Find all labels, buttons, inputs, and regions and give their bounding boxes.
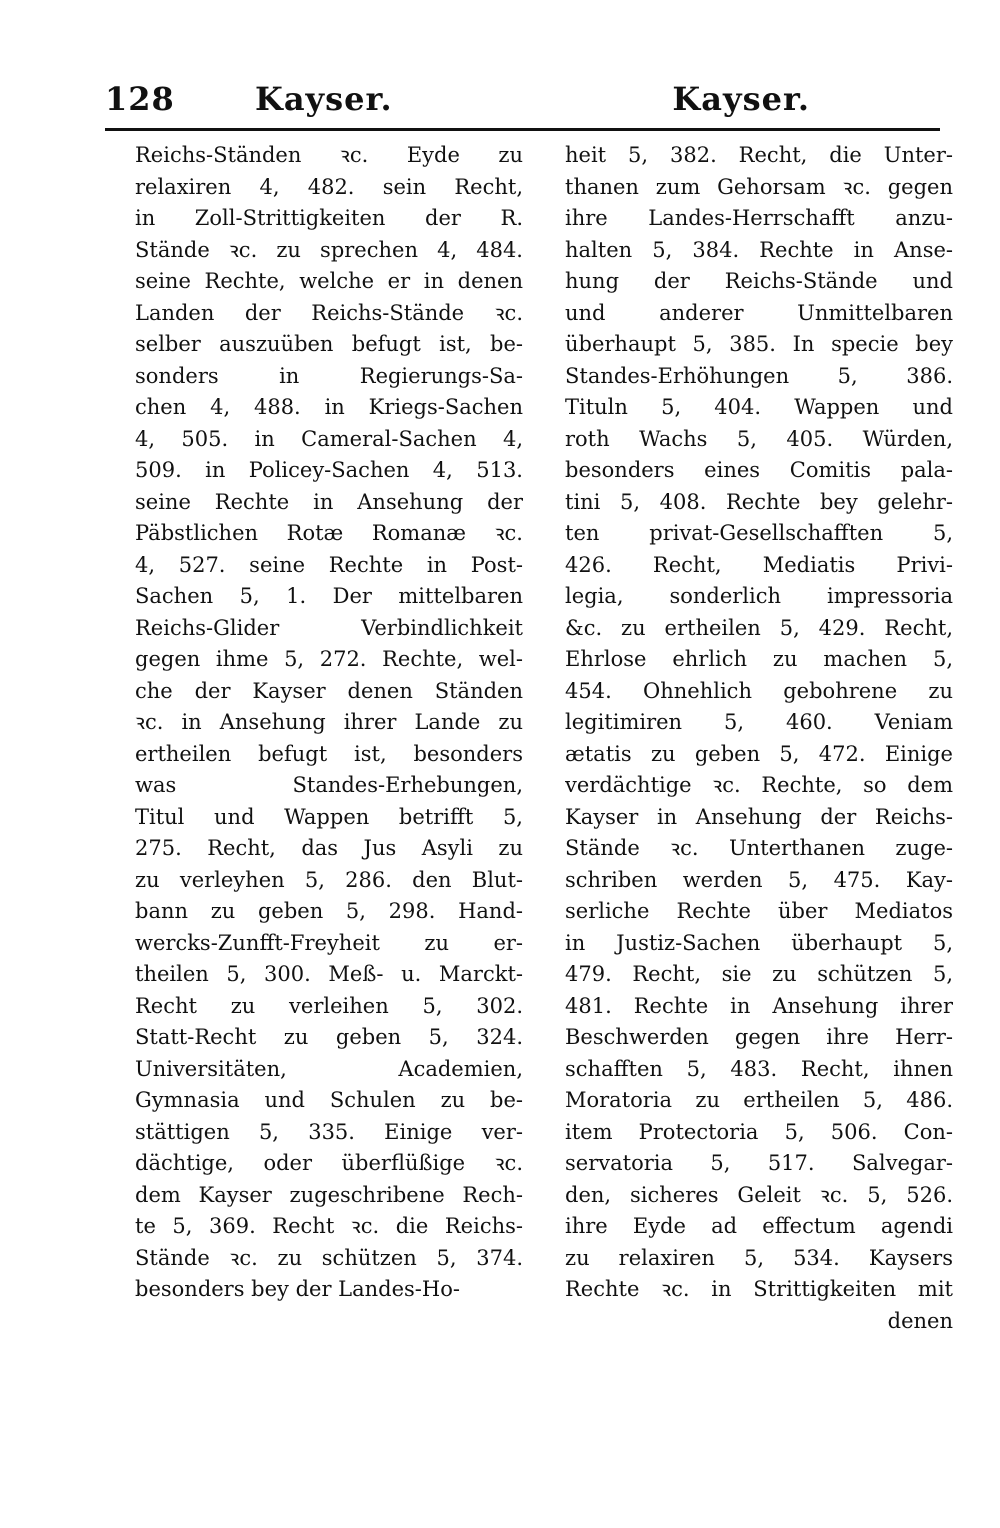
text-line: roth Wachs 5, 405. Würden,	[565, 426, 953, 451]
text-line: seine Rechte in Ansehung der	[135, 489, 523, 514]
text-line: besonders eines Comitis pala-	[565, 458, 953, 482]
running-head-left: Kayser.	[255, 80, 393, 118]
text-line: selber auszuüben befugt ist, be-	[135, 332, 523, 356]
text-line: Recht zu verleihen 5, 302.	[135, 993, 523, 1018]
text-line: Rechte ꝛc. in Strittigkeiten mit	[565, 1277, 953, 1301]
text-line: ertheilen befugt ist, besonders	[135, 741, 523, 766]
text-line: 4, 505. in Cameral-Sachen 4,	[135, 426, 523, 451]
text-line: Landen der Reichs-Stände ꝛc.	[135, 300, 523, 325]
text-line: 479. Recht, sie zu schützen 5,	[565, 962, 953, 986]
text-line: besonders bey der Landes-Ho-	[135, 1277, 460, 1301]
text-line: Stände ꝛc. Unterthanen zuge-	[565, 836, 953, 860]
text-line: Päbstlichen Rotæ Romanæ ꝛc.	[135, 521, 523, 545]
text-line: schafften 5, 483. Recht, ihnen	[565, 1056, 953, 1081]
text-line: und anderer Unmittelbaren	[565, 300, 953, 325]
text-line: 426. Recht, Mediatis Privi-	[565, 552, 953, 577]
header-rule	[105, 128, 940, 131]
text-line: legitimiren 5, 460. Veniam	[565, 710, 953, 734]
text-line: was Standes-Erhebungen,	[135, 773, 523, 797]
text-line: 481. Rechte in Ansehung ihrer	[565, 993, 953, 1018]
text-line: theilen 5, 300. Meß- u. Marckt-	[135, 962, 523, 986]
text-line: ten privat-Gesellschafften 5,	[565, 521, 953, 545]
text-line: ihre Landes-Herrschafft anzu-	[565, 206, 953, 230]
text-line: heit 5, 382. Recht, die Unter-	[565, 143, 953, 167]
text-line: ætatis zu geben 5, 472. Einige	[565, 741, 953, 766]
text-line: seine Rechte, welche er in denen	[135, 269, 523, 293]
text-line: den, sicheres Geleit ꝛc. 5, 526.	[565, 1182, 953, 1207]
text-line: Sachen 5, 1. Der mittelbaren	[135, 584, 523, 608]
text-line: 509. in Policey-Sachen 4, 513.	[135, 458, 523, 482]
text-line: item Protectoria 5, 506. Con-	[565, 1119, 953, 1144]
text-line: te 5, 369. Recht ꝛc. die Reichs-	[135, 1214, 523, 1238]
text-line: Titul und Wappen betrifft 5,	[135, 804, 523, 829]
text-line: Universitäten, Academien,	[135, 1056, 523, 1081]
text-line: in Zoll-Strittigkeiten der R.	[135, 206, 523, 230]
text-line: Moratoria zu ertheilen 5, 486.	[565, 1088, 953, 1112]
text-line: Standes-Erhöhungen 5, 386.	[565, 363, 953, 388]
text-line: che der Kayser denen Ständen	[135, 678, 523, 703]
text-line: Ehrlose ehrlich zu machen 5,	[565, 647, 953, 671]
text-line: bann zu geben 5, 298. Hand-	[135, 899, 523, 923]
text-line: 454. Ohnehlich gebohrene zu	[565, 678, 953, 703]
left-text-column	[135, 140, 523, 1306]
text-line: serliche Rechte über Mediatos	[565, 899, 953, 923]
text-line: Stände ꝛc. zu sprechen 4, 484.	[135, 237, 523, 262]
text-line: thanen zum Gehorsam ꝛc. gegen	[565, 174, 953, 199]
text-line: 4, 527. seine Rechte in Post-	[135, 552, 523, 577]
text-line: ꝛc. in Ansehung ihrer Lande zu	[135, 710, 523, 734]
text-line: relaxiren 4, 482. sein Recht,	[135, 174, 523, 199]
text-line: in Justiz-Sachen überhaupt 5,	[565, 930, 953, 955]
text-line: Gymnasia und Schulen zu be-	[135, 1088, 523, 1112]
text-line: Beschwerden gegen ihre Herr-	[565, 1025, 953, 1049]
text-line: gegen ihme 5, 272. Rechte, wel-	[135, 647, 523, 671]
text-line: zu verleyhen 5, 286. den Blut-	[135, 867, 523, 892]
text-line: Stände ꝛc. zu schützen 5, 374.	[135, 1245, 523, 1270]
text-line: verdächtige ꝛc. Rechte, so dem	[565, 773, 953, 797]
page-header	[105, 80, 940, 128]
page-number: 128	[105, 80, 175, 118]
text-line: halten 5, 384. Rechte in Anse-	[565, 237, 953, 262]
text-line: ihre Eyde ad effectum agendi	[565, 1214, 953, 1238]
text-line: Statt-Recht zu geben 5, 324.	[135, 1025, 523, 1049]
text-line: hung der Reichs-Stände und	[565, 269, 953, 293]
text-line: wercks-Zunfft-Freyheit zu er-	[135, 930, 523, 955]
right-text-column	[565, 140, 953, 1337]
text-line: Tituln 5, 404. Wappen und	[565, 395, 953, 419]
text-line: tini 5, 408. Rechte bey gelehr-	[565, 489, 953, 514]
text-line: sonders in Regierungs-Sa-	[135, 363, 523, 388]
running-head-right: Kayser.	[672, 80, 810, 118]
text-line: 275. Recht, das Jus Asyli zu	[135, 836, 523, 860]
text-line: chen 4, 488. in Kriegs-Sachen	[135, 395, 523, 419]
text-line: legia, sonderlich impressoria	[565, 584, 953, 608]
text-line: dächtige, oder überflüßige ꝛc.	[135, 1151, 523, 1175]
text-line: Reichs-Glider Verbindlichkeit	[135, 615, 523, 640]
catchword: denen	[887, 1308, 953, 1333]
text-line: schriben werden 5, 475. Kay-	[565, 867, 953, 892]
text-line: servatoria 5, 517. Salvegar-	[565, 1151, 953, 1175]
text-line: zu relaxiren 5, 534. Kaysers	[565, 1245, 953, 1270]
text-line: &c. zu ertheilen 5, 429. Recht,	[565, 615, 953, 640]
text-line: Kayser in Ansehung der Reichs-	[565, 804, 953, 829]
text-line: stättigen 5, 335. Einige ver-	[135, 1119, 523, 1144]
text-line: überhaupt 5, 385. In specie bey	[565, 332, 953, 356]
text-line: Reichs-Ständen ꝛc. Eyde zu	[135, 143, 523, 167]
text-line: dem Kayser zugeschribene Rech-	[135, 1182, 523, 1207]
